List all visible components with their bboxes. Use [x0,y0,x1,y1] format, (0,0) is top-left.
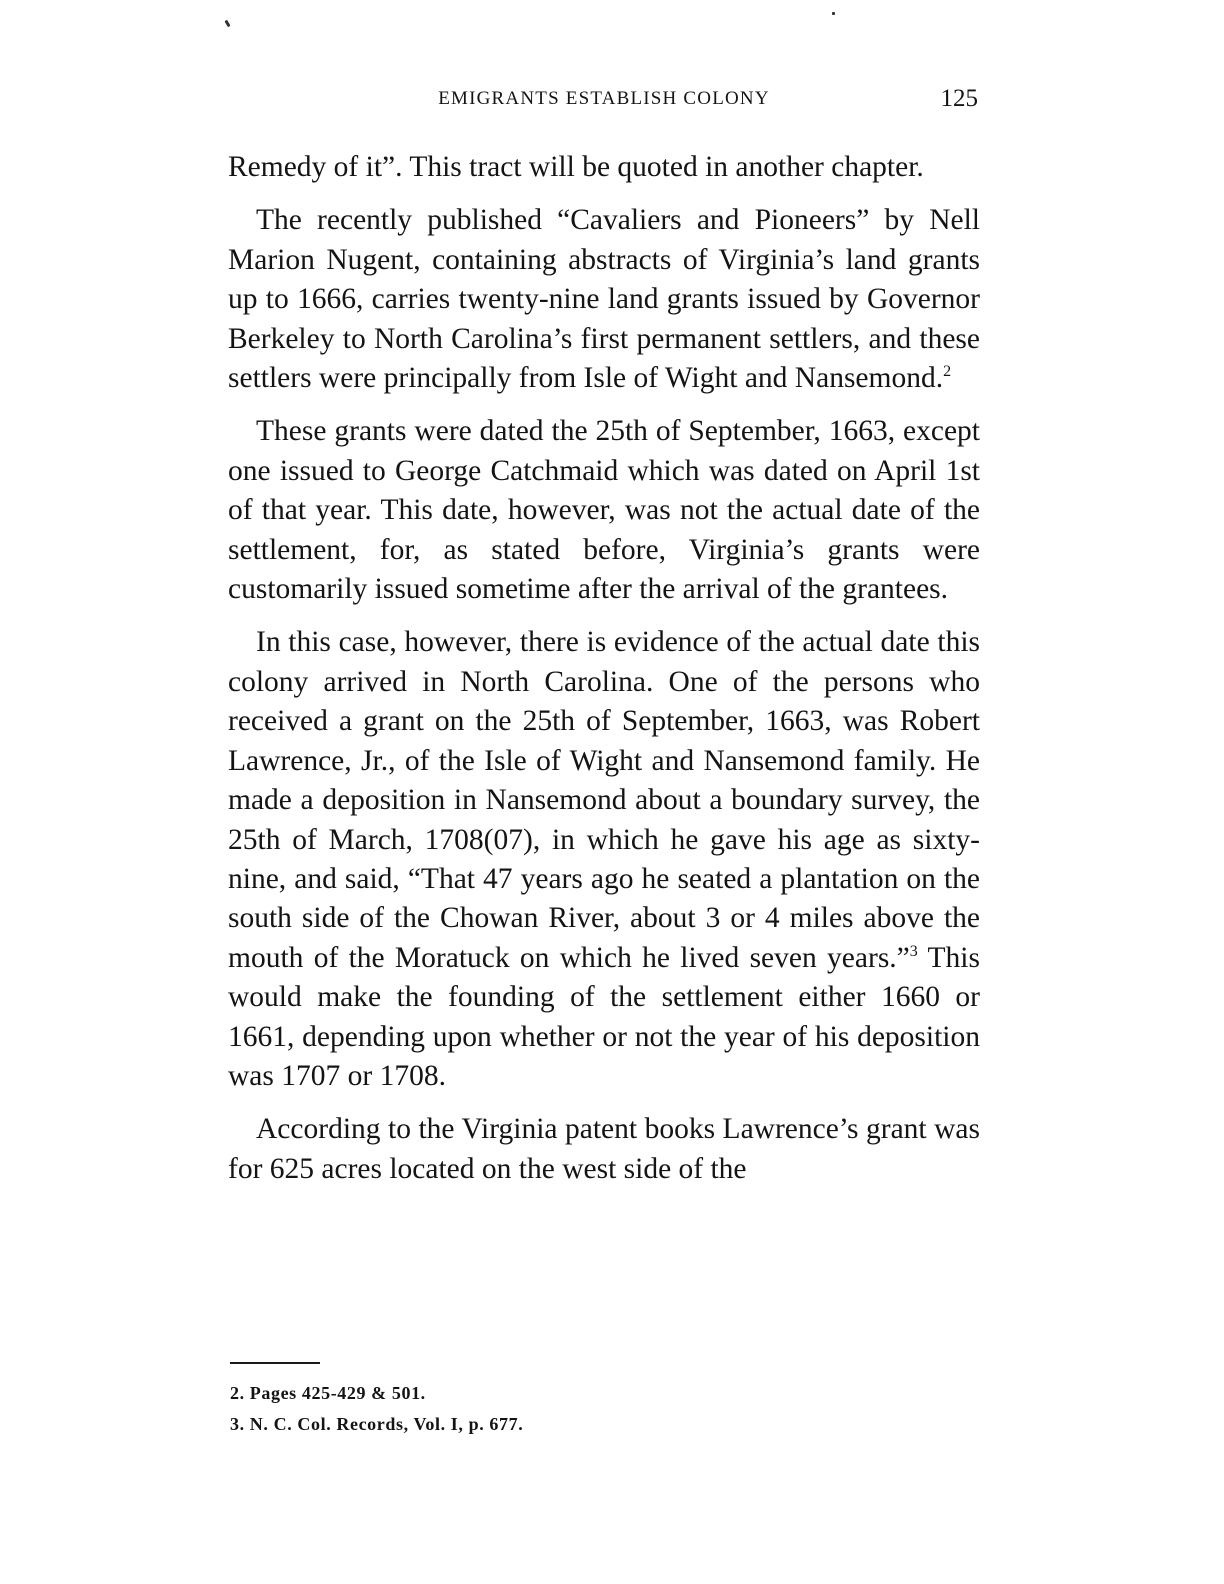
paragraph-1 [228,148,980,187]
scan-speck-top-left [224,20,230,28]
paragraph-3-text: These grants were dated the 25th of September, 1663, except one issued to George Catchmaid which was dated on April 1st of that year. This date, however, was not the actual date of the settlement, for, as stated before, Virginia’s grants were customarily issued sometime after the arrival of the grantees. [228,415,980,606]
footnote-2: 2. Pages 425-429 & 501. [230,1383,426,1403]
page-number: 125 [940,85,978,112]
footnote-ref-2: 2 [943,363,952,381]
paragraph-5 [228,1110,980,1189]
paragraph-5-text: According to the Virginia patent books Lawrence’s grant was for 625 acres located on the west side of the [228,1113,980,1185]
paragraph-3 [228,412,980,609]
paragraph-2 [228,201,980,398]
footnote-divider [230,1362,320,1364]
footnote-ref-3: 3 [909,942,918,960]
paragraph-1-text: Remedy of it”. This tract will be quoted in another chapter. [228,151,924,183]
paragraph-4 [228,623,980,1096]
running-head: EMIGRANTS ESTABLISH COLONY [438,88,770,109]
footnotes [230,1378,980,1440]
paragraph-4-text-after-ref: This would make the founding of the settlement either 1660 or 1661, depending upon whether or not the year of his deposition was 1707 or 1708. [228,941,980,1092]
footnote-3: 3. N. C. Col. Records, Vol. I, p. 677. [230,1414,524,1434]
page-header [228,84,980,118]
paragraph-2-text: The recently published “Cavaliers and Pioneers” by Nell Marion Nugent, containing abstracts of Virginia’s land grants up to 1666, carries twenty-nine land grants issued by Governor Berkeley to North Carolina’s first permanent settlers, and these settlers were principally from Isle of Wight and Nansemond. [228,204,980,395]
body-text [228,148,980,1203]
scan-speck-top-right [832,12,835,15]
paragraph-4-text-before-ref: In this case, however, there is evidence of the actual date this colony arrived in North Carolina. One of the persons who received a grant on the 25th of September, 1663, was Robert Lawrence, Jr., of the Isle of Wight and Nansemond family. He made a deposition in Nansemond about a boundary survey, the 25th of March, 1708(07), in which he gave his age as sixty-nine, and said, “That 47 years ago he seated a plantation on the south side of the Chowan River, about 3 or 4 miles above the mouth of the Moratuck on which he lived seven years.” [228,626,980,974]
